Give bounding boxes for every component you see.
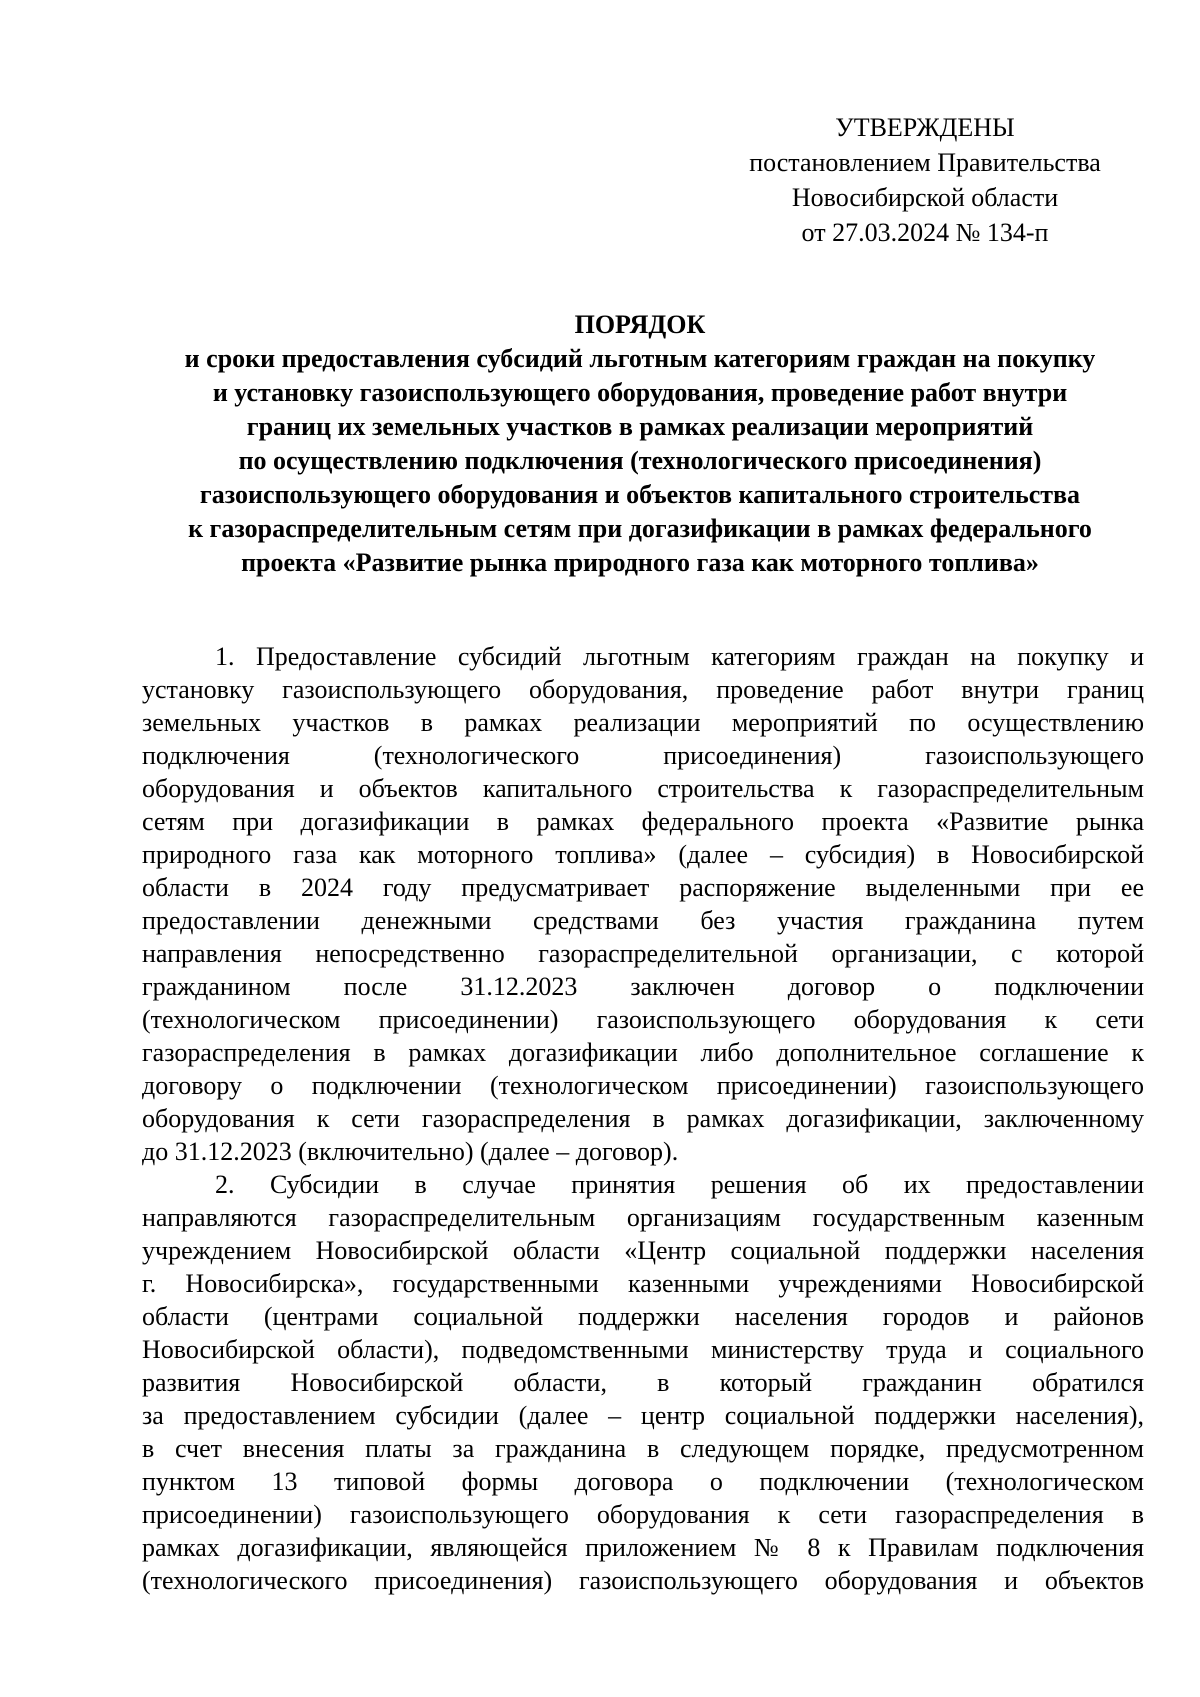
paragraph-line: области (центрами социальной поддержки населения городов и районов: [142, 1302, 1144, 1331]
paragraph-line: оборудования к сети газораспределения в рамках догазификации, заключенному: [142, 1104, 1144, 1133]
paragraph-line: гражданином после 31.12.2023 заключен договор о подключении: [142, 972, 1144, 1001]
paragraph-line: в счет внесения платы за гражданина в следующем порядке, предусмотренном: [142, 1434, 1144, 1463]
title-line: по осуществлению подключения (технологического присоединения): [238, 446, 1042, 475]
approval-authority: постановлением Правительства: [749, 148, 1101, 177]
paragraph-line: направления непосредственно газораспределительной организации, с которой: [142, 939, 1144, 968]
paragraph-line: до 31.12.2023 (включительно) (далее – договор).: [142, 1137, 679, 1166]
paragraph-line: земельных участков в рамках реализации мероприятий по осуществлению: [142, 708, 1144, 737]
paragraph-line: области в 2024 году предусматривает распоряжение выделенными при ее: [142, 873, 1144, 902]
approval-heading: УТВЕРЖДЕНЫ: [835, 113, 1015, 142]
paragraph-2: [142, 1168, 1144, 1597]
paragraph-line: 2. Субсидии в случае принятия решения об их предоставлении: [215, 1170, 1144, 1199]
title-line: и сроки предоставления субсидий льготным категориям граждан на покупку: [184, 344, 1096, 373]
title-line: и установку газоиспользующего оборудования, проведение работ внутри: [212, 378, 1068, 407]
paragraph-line: 1. Предоставление субсидий льготным категориям граждан на покупку и: [215, 642, 1144, 671]
paragraph-line: предоставлении денежными средствами без участия гражданина путем: [142, 906, 1144, 935]
document-body: [142, 640, 1144, 1597]
paragraph-line: направляются газораспределительным организациям государственным казенным: [142, 1203, 1144, 1232]
paragraph-line: подключения (технологического присоединения) газоиспользующего: [142, 741, 1144, 770]
paragraph-line: г. Новосибирска», государственными казенными учреждениями Новосибирской: [142, 1269, 1144, 1298]
approval-region: Новосибирской области: [791, 183, 1059, 212]
paragraph-line: договору о подключении (технологическом присоединении) газоиспользующего: [142, 1071, 1144, 1100]
paragraph-line: газораспределения в рамках догазификации либо дополнительное соглашение к: [142, 1038, 1144, 1067]
paragraph-line: пунктом 13 типовой формы договора о подключении (технологическом: [142, 1467, 1144, 1496]
paragraph-1: [142, 640, 1144, 1168]
paragraph-line: оборудования и объектов капитального строительства к газораспределительным: [142, 774, 1144, 803]
paragraph-line: учреждением Новосибирской области «Центр социальной поддержки населения: [142, 1236, 1144, 1265]
paragraph-line: (технологического присоединения) газоиспользующего оборудования и объектов: [142, 1566, 1144, 1595]
paragraph-line: за предоставлением субсидии (далее – центр социальной поддержки населения),: [142, 1401, 1144, 1430]
title-line: газоиспользующего оборудования и объектов капитального строительства: [199, 480, 1081, 509]
paragraph-line: Новосибирской области), подведомственными министерству труда и социального: [142, 1335, 1144, 1364]
paragraph-line: развития Новосибирской области, в который гражданин обратился: [142, 1368, 1144, 1397]
title-line: границ их земельных участков в рамках реализации мероприятий: [246, 412, 1034, 441]
paragraph-line: сетям при догазификации в рамках федерального проекта «Развитие рынка: [142, 807, 1144, 836]
paragraph-line: (технологическом присоединении) газоиспользующего оборудования к сети: [142, 1005, 1144, 1034]
title-line: к газораспределительным сетям при догазификации в рамках федерального: [188, 514, 1092, 543]
paragraph-line: рамках догазификации, являющейся приложением № 8 к Правилам подключения: [142, 1533, 1144, 1562]
title-line: проекта «Развитие рынка природного газа как моторного топлива»: [241, 548, 1039, 577]
document-title: [130, 308, 1150, 580]
title-heading: ПОРЯДОК: [574, 310, 706, 339]
paragraph-line: природного газа как моторного топлива» (далее – субсидия) в Новосибирской: [142, 840, 1144, 869]
paragraph-line: установку газоиспользующего оборудования, проведение работ внутри границ: [142, 675, 1144, 704]
approval-stamp-block: [730, 110, 1120, 250]
approval-date-number: от 27.03.2024 № 134-п: [801, 218, 1049, 247]
paragraph-line: присоединении) газоиспользующего оборудования к сети газораспределения в: [142, 1500, 1144, 1529]
